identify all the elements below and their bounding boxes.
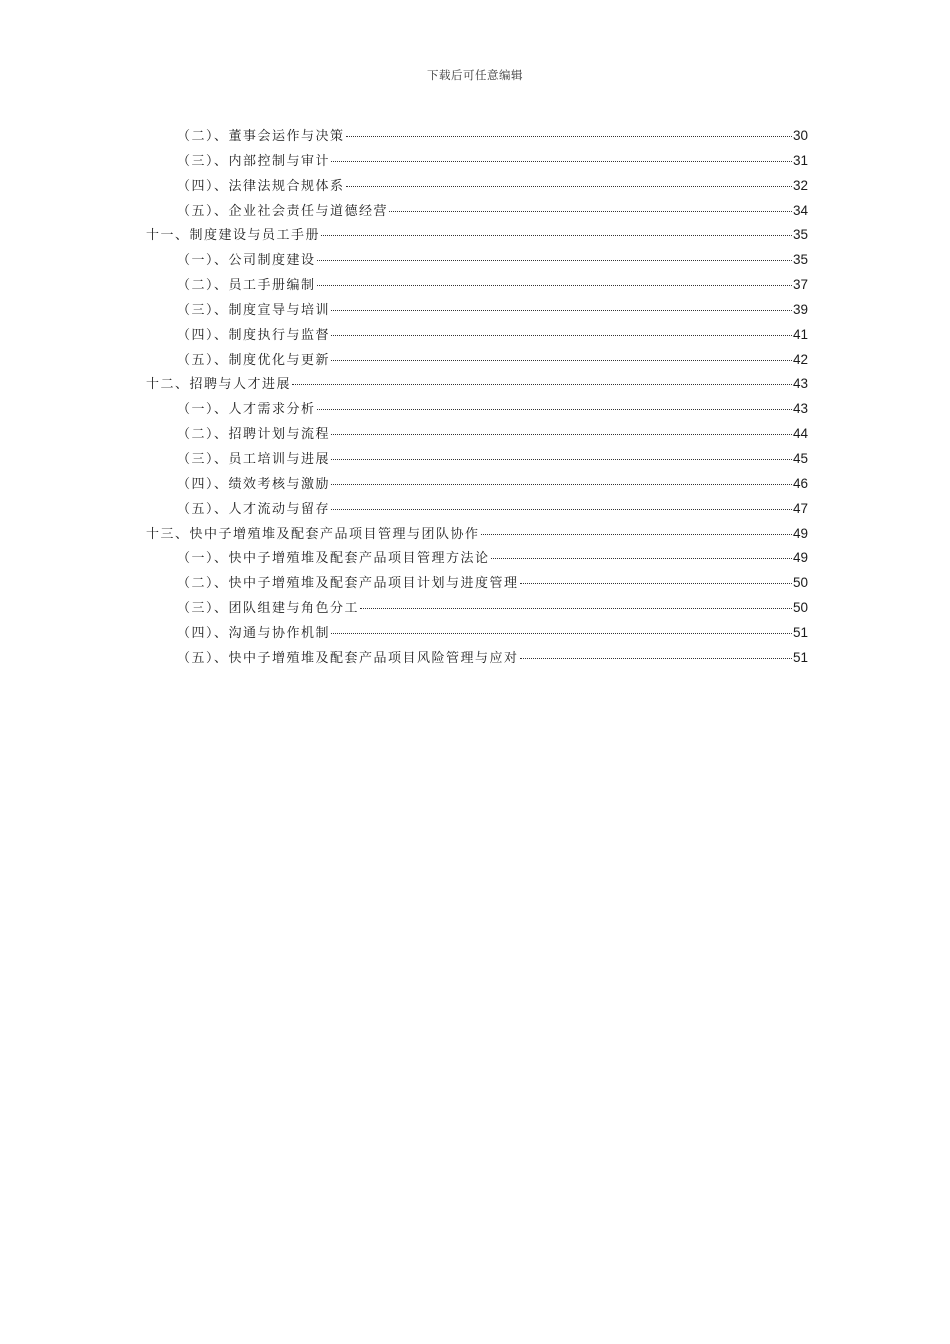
toc-entry-label: （三）、团队组建与角色分工 bbox=[177, 601, 360, 617]
toc-entry-label: （四）、绩效考核与激励 bbox=[177, 476, 331, 492]
toc-dot-leader bbox=[331, 458, 792, 460]
toc-page-number: 30 bbox=[792, 128, 808, 143]
toc-page-number: 41 bbox=[792, 326, 808, 342]
toc-entry-label: 十二、招聘与人才进展 bbox=[146, 377, 292, 393]
toc-entry-label: （三）、内部控制与审计 bbox=[177, 153, 331, 169]
toc-dot-leader bbox=[317, 408, 792, 410]
toc-dot-leader bbox=[481, 533, 792, 535]
toc-dot-leader bbox=[389, 210, 792, 212]
table-of-contents bbox=[146, 125, 808, 672]
toc-entry[interactable] bbox=[146, 547, 808, 572]
toc-dot-leader bbox=[331, 433, 792, 435]
toc-entry[interactable] bbox=[146, 200, 808, 225]
toc-dot-leader bbox=[317, 284, 792, 286]
toc-chapter-entry[interactable] bbox=[146, 523, 808, 548]
toc-page-number: 39 bbox=[792, 301, 808, 317]
toc-dot-leader bbox=[360, 607, 792, 609]
toc-dot-leader bbox=[321, 234, 792, 236]
toc-page-number: 31 bbox=[792, 152, 808, 168]
toc-page-number: 44 bbox=[792, 426, 808, 442]
toc-dot-leader bbox=[331, 508, 792, 510]
toc-entry-label: （五）、企业社会责任与道德经营 bbox=[177, 203, 389, 219]
toc-dot-leader bbox=[292, 383, 792, 385]
toc-dot-leader bbox=[331, 160, 792, 162]
toc-entry-label: （一）、人才需求分析 bbox=[177, 402, 316, 418]
toc-entry[interactable] bbox=[146, 398, 808, 423]
page-header: 下载后可任意编辑 bbox=[427, 68, 523, 82]
toc-entry[interactable] bbox=[146, 473, 808, 498]
toc-dot-leader bbox=[520, 657, 792, 659]
toc-entry-label: （三）、制度宣导与培训 bbox=[177, 302, 331, 318]
toc-page-number: 50 bbox=[792, 575, 808, 591]
toc-entry[interactable] bbox=[146, 572, 808, 597]
toc-page-number: 51 bbox=[792, 624, 808, 640]
toc-entry[interactable] bbox=[146, 175, 808, 200]
toc-entry[interactable] bbox=[146, 647, 808, 672]
toc-entry-label: （二）、招聘计划与流程 bbox=[177, 427, 331, 443]
toc-entry-label: （四）、沟通与协作机制 bbox=[177, 625, 331, 641]
toc-entry-label: 十一、制度建设与员工手册 bbox=[146, 228, 321, 244]
toc-page-number: 35 bbox=[792, 227, 808, 243]
toc-page-number: 47 bbox=[792, 500, 808, 516]
toc-entry-label: （三）、员工培训与进展 bbox=[177, 451, 331, 467]
toc-entry[interactable] bbox=[146, 622, 808, 647]
toc-entry-label: （五）、制度优化与更新 bbox=[177, 352, 331, 368]
toc-entry-label: （二）、董事会运作与决策 bbox=[177, 129, 345, 144]
toc-dot-leader bbox=[520, 582, 792, 584]
toc-page-number: 34 bbox=[792, 202, 808, 218]
toc-entry-label: 十三、快中子增殖堆及配套产品项目管理与团队协作 bbox=[146, 526, 480, 542]
toc-entry[interactable] bbox=[146, 150, 808, 175]
toc-page-number: 35 bbox=[792, 252, 808, 268]
toc-dot-leader bbox=[331, 359, 792, 361]
toc-page-number: 45 bbox=[792, 450, 808, 466]
toc-page-number: 43 bbox=[792, 401, 808, 417]
toc-entry-label: （一）、快中子增殖堆及配套产品项目管理方法论 bbox=[177, 551, 490, 567]
toc-page-number: 49 bbox=[792, 550, 808, 566]
toc-page-number: 50 bbox=[792, 600, 808, 616]
toc-entry[interactable] bbox=[146, 349, 808, 374]
toc-page-number: 42 bbox=[792, 351, 808, 367]
toc-entry[interactable] bbox=[146, 324, 808, 349]
toc-entry[interactable] bbox=[146, 274, 808, 299]
toc-dot-leader bbox=[346, 185, 792, 187]
toc-entry[interactable] bbox=[146, 597, 808, 622]
toc-page-number: 46 bbox=[792, 475, 808, 491]
toc-dot-leader bbox=[331, 632, 792, 634]
toc-dot-leader bbox=[317, 259, 792, 261]
toc-entry-label: （一）、公司制度建设 bbox=[177, 253, 316, 269]
toc-page-number: 49 bbox=[792, 525, 808, 541]
toc-page-number: 37 bbox=[792, 277, 808, 293]
toc-entry[interactable] bbox=[146, 498, 808, 523]
toc-dot-leader bbox=[331, 334, 792, 336]
toc-page-number: 32 bbox=[792, 177, 808, 193]
toc-entry[interactable] bbox=[146, 249, 808, 274]
toc-entry-label: （二）、快中子增殖堆及配套产品项目计划与进度管理 bbox=[177, 576, 519, 592]
toc-dot-leader bbox=[331, 309, 792, 311]
toc-dot-leader bbox=[346, 135, 792, 137]
toc-entry-label: （四）、法律法规合规体系 bbox=[177, 178, 345, 194]
toc-entry[interactable] bbox=[146, 299, 808, 324]
toc-entry[interactable] bbox=[146, 423, 808, 448]
toc-entry-label: （五）、人才流动与留存 bbox=[177, 501, 331, 517]
toc-entry-label: （四）、制度执行与监督 bbox=[177, 327, 331, 343]
toc-chapter-entry[interactable] bbox=[146, 224, 808, 249]
toc-dot-leader bbox=[331, 483, 792, 485]
toc-page-number: 51 bbox=[792, 649, 808, 665]
toc-entry[interactable] bbox=[146, 448, 808, 473]
toc-dot-leader bbox=[491, 557, 792, 559]
toc-entry[interactable] bbox=[146, 125, 808, 150]
toc-chapter-entry[interactable] bbox=[146, 373, 808, 398]
toc-entry-label: （五）、快中子增殖堆及配套产品项目风险管理与应对 bbox=[177, 650, 519, 666]
toc-entry-label: （二）、员工手册编制 bbox=[177, 278, 316, 294]
toc-page-number: 43 bbox=[792, 376, 808, 392]
